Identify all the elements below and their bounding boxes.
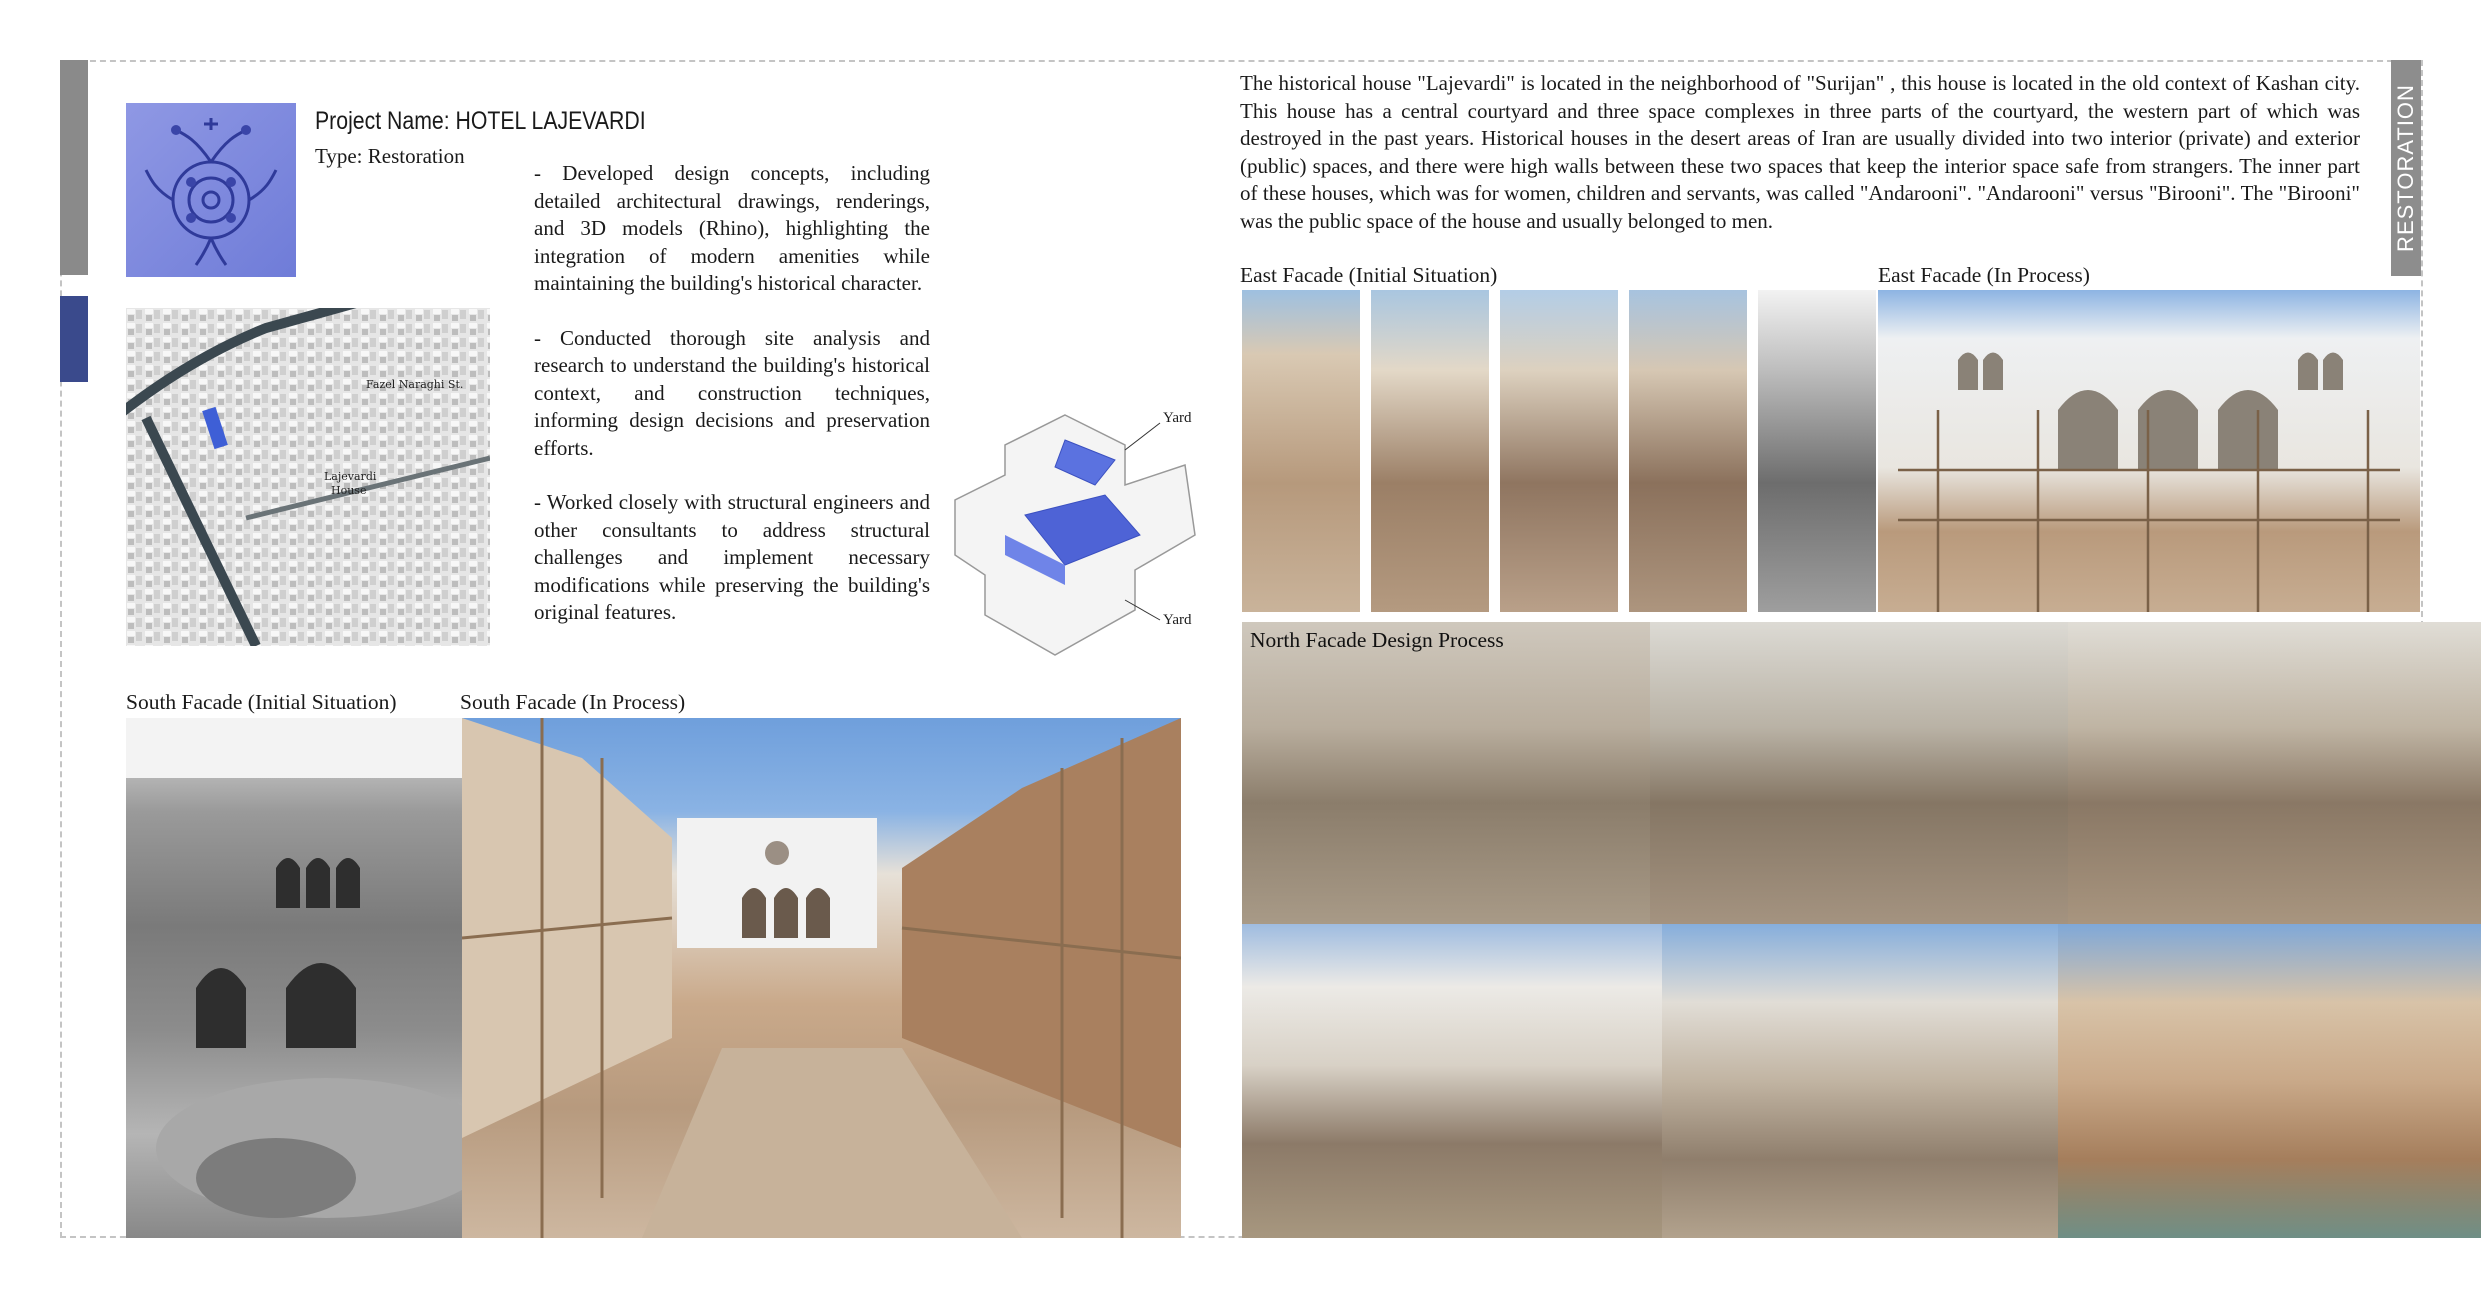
photo-east-initial-1	[1242, 290, 1360, 612]
caption-south-process: South Facade (In Process)	[460, 690, 686, 714]
caption-east-initial: East Facade (Initial Situation)	[1240, 263, 1498, 287]
project-type: Type: Restoration	[315, 144, 465, 168]
photo-east-initial-2	[1371, 290, 1489, 612]
yard-label: Yard	[1163, 612, 1192, 628]
photo-north-facade-render	[2058, 924, 2481, 1238]
photo-east-initial-4	[1629, 290, 1747, 612]
hotel-logo	[126, 103, 296, 277]
photo-north-facade-1	[1242, 622, 1650, 924]
photo-south-facade-process	[462, 718, 1181, 1238]
photo-north-facade-3	[2068, 622, 2481, 924]
photo-north-facade-4	[1242, 924, 1662, 1238]
bullet-list	[534, 160, 930, 654]
photo-south-facade-initial	[126, 718, 462, 1238]
yard-label: Yard	[1163, 410, 1192, 426]
project-description: The historical house "Lajevardi" is located in the neighborhood of "Surijan" , this house is located in the old context of Kashan city. This house has a central courtyard and three space complexes in three parts of the courtyard, the western part of which was destroyed in the past years. Historical houses in the desert areas of Iran are usually divided into two interior (private) and exterior (public) spaces, and there were high walls between these two spaces that keep the interior space safe from strangers. The inner part of these houses, which was for women, children and servants, was called "Andarooni". "Andarooni" versus "Birooni". The "Birooni" was the public space of the house and usually belonged to men.	[1240, 71, 2360, 233]
caption-east-process: East Facade (In Process)	[1878, 263, 2090, 287]
bullet-item: - Conducted thorough site analysis and research to understand the building's historical context, and construction techniques, informing design decisions and preservation efforts.	[534, 325, 930, 460]
project-name: Project Name: HOTEL LAJEVARDI	[315, 107, 646, 135]
map-house-label: Lajevardi	[324, 470, 377, 483]
ornament-icon	[136, 110, 286, 270]
photo-east-initial-3	[1500, 290, 1618, 612]
site-map	[126, 308, 490, 646]
photo-north-facade-5	[1662, 924, 2058, 1238]
bullet-item: - Worked closely with structural engineers and other consultants to address structural challenges and implement necessary modifications while preserving the building's original features.	[534, 490, 930, 624]
photo-north-facade-2	[1650, 622, 2068, 924]
map-street-label: Fazel Naraghi St.	[366, 378, 464, 391]
photo-east-facade-process	[1878, 290, 2420, 612]
bullet-item: - Developed design concepts, including detailed architectural drawings, renderings, and 3D models (Rhino), highlighting the integration of modern amenities while maintaining the building's historical character.	[534, 161, 930, 295]
caption-north-design: North Facade Design Process	[1250, 628, 1504, 652]
section-tab	[2391, 60, 2421, 276]
left-accent-bar-gray	[60, 60, 88, 275]
photo-east-initial-5	[1758, 290, 1876, 612]
left-accent-bar-blue	[60, 296, 88, 382]
section-tab-label: RESTORATION	[2393, 84, 2418, 252]
caption-south-initial: South Facade (Initial Situation)	[126, 690, 397, 714]
map-house-label: House	[331, 484, 367, 497]
